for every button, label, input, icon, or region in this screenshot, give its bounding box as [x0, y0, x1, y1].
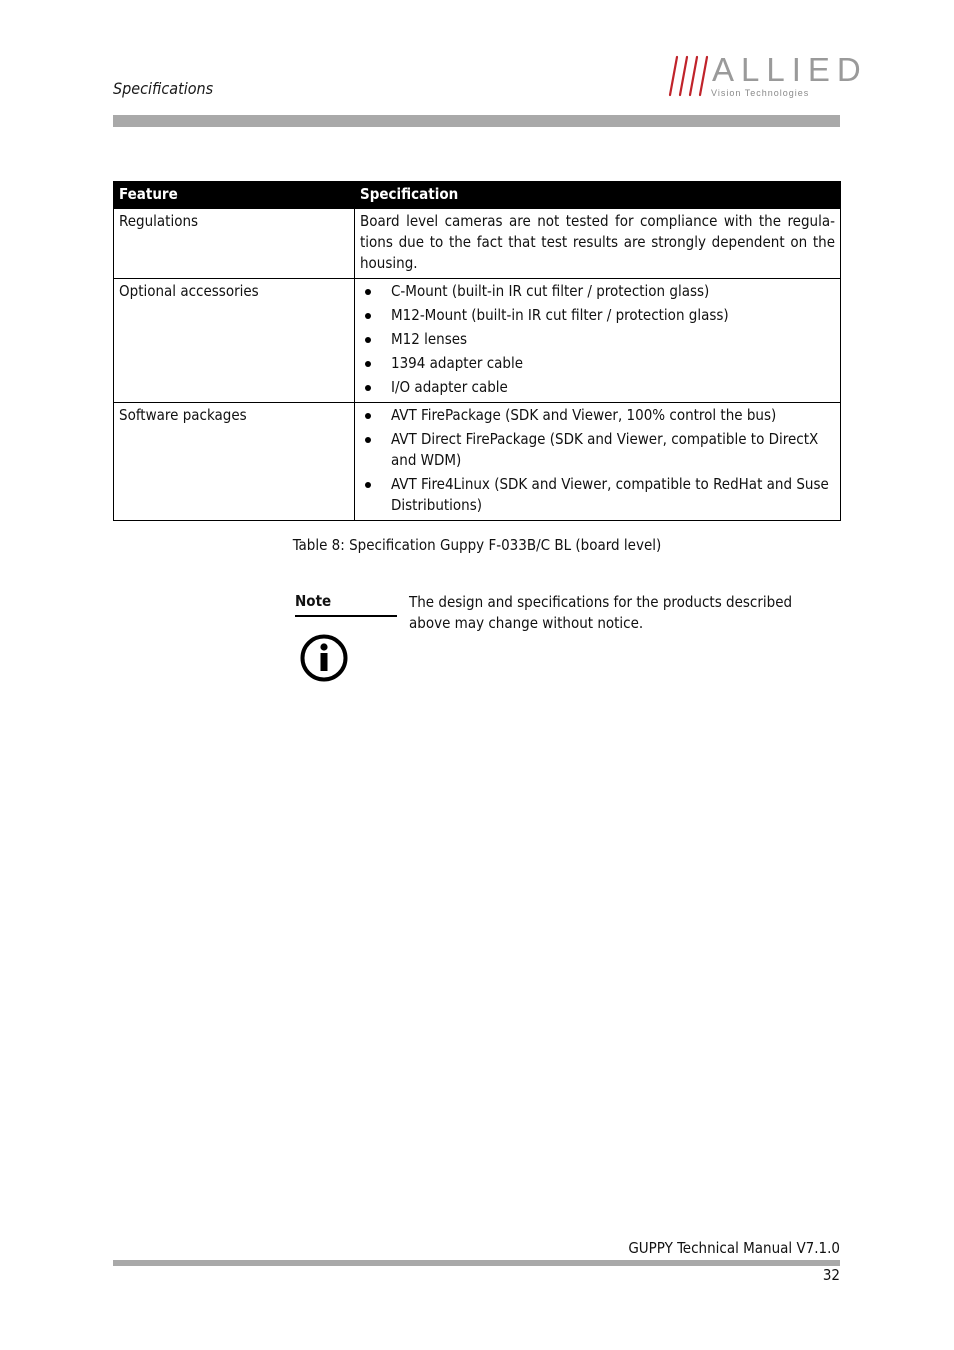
list-item: I/O adapter cable — [360, 377, 835, 398]
bullet-list — [360, 281, 835, 398]
table-row — [114, 279, 841, 403]
table-header-row — [114, 182, 841, 209]
bullet-icon — [365, 313, 371, 319]
logo-slashes-icon — [668, 55, 712, 99]
list-item: AVT Direct FirePackage (SDK and Viewer, compatible to DirectX and WDM) — [360, 429, 835, 471]
specification-cell: Board level cameras are not tested for compliance with the regula-tions due to the fact that test results are strongly dependent on the housing. — [355, 209, 841, 279]
section-title: Specifications — [113, 79, 214, 98]
manual-title: GUPPY Technical Manual V7.1.0 — [628, 1239, 840, 1257]
note-text: The design and specifications for the products described above may change without notice. — [409, 593, 793, 632]
list-item: 1394 adapter cable — [360, 353, 835, 374]
bullet-icon — [365, 437, 371, 443]
info-icon — [300, 634, 348, 682]
logo-wordmark: ALLIED — [712, 51, 868, 88]
bullet-icon — [365, 413, 371, 419]
specification-table — [113, 181, 841, 521]
list-item: M12-Mount (built-in IR cut filter / protection glass) — [360, 305, 835, 326]
bullet-list — [360, 405, 835, 516]
column-header-specification: Specification — [355, 182, 841, 209]
logo-subtitle: Vision Technologies — [711, 88, 810, 98]
bullet-icon — [365, 385, 371, 391]
feature-cell: Software packages — [114, 403, 355, 521]
feature-cell: Optional accessories — [114, 279, 355, 403]
list-item: C-Mount (built-in IR cut filter / protection glass) — [360, 281, 835, 302]
footer-rule — [113, 1260, 840, 1266]
table-row — [114, 209, 841, 279]
page-number: 32 — [822, 1266, 840, 1284]
bullet-icon — [365, 361, 371, 367]
feature-cell: Regulations — [114, 209, 355, 279]
note-label: Note — [295, 592, 332, 610]
specification-cell — [355, 279, 841, 403]
bullet-icon — [365, 289, 371, 295]
allied-logo — [668, 51, 868, 99]
list-item: AVT FirePackage (SDK and Viewer, 100% control the bus) — [360, 405, 835, 426]
bullet-icon — [365, 337, 371, 343]
header-rule — [113, 115, 840, 127]
note-rule — [295, 615, 397, 617]
table-row — [114, 403, 841, 521]
table-caption: Table 8: Specification Guppy F-033B/C BL (board level) — [292, 536, 662, 554]
list-item: AVT Fire4Linux (SDK and Viewer, compatible to RedHat and Suse Distributions) — [360, 474, 835, 516]
list-item: M12 lenses — [360, 329, 835, 350]
specification-cell — [355, 403, 841, 521]
bullet-icon — [365, 482, 371, 488]
column-header-feature: Feature — [114, 182, 355, 209]
